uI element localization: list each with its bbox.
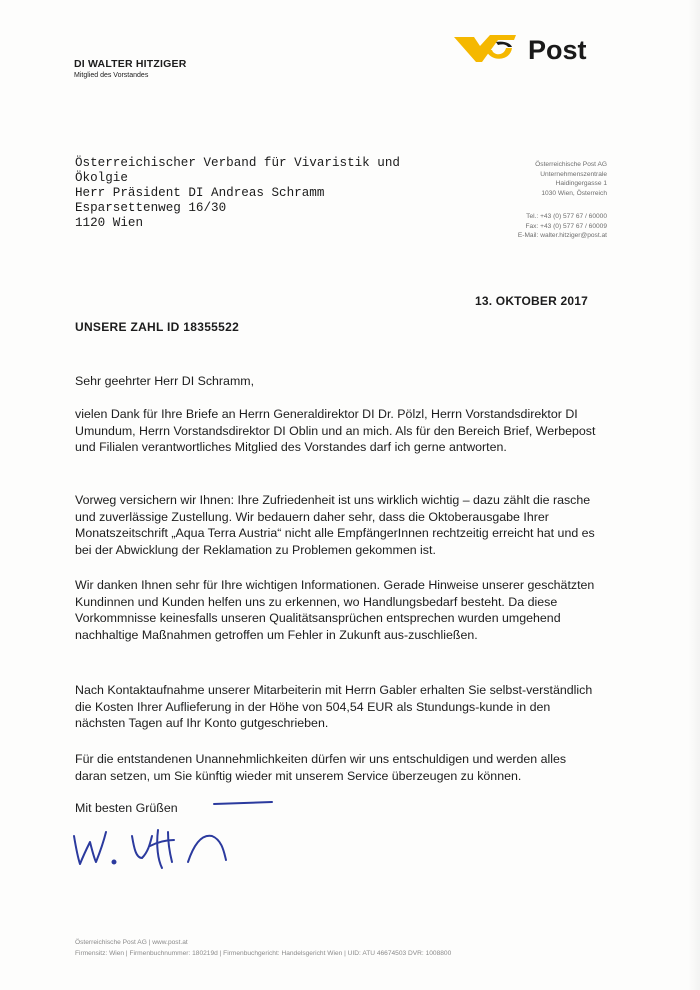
- letter-footer: [75, 937, 451, 959]
- letter-date: 13. OKTOBER 2017: [474, 294, 588, 308]
- recipient-line: 1120 Wien: [75, 216, 144, 230]
- sender-role: Mitglied des Vorstandes: [74, 72, 149, 79]
- footer-line: Firmensitz: Wien | Firmenbuchnummer: 180219d | Firmenbuchgericht: Handelsgericht Wien | UID: ATU 46674503 DVR: 1008800: [75, 950, 452, 957]
- contact-phone: Tel.: +43 (0) 577 67 / 60000: [526, 212, 607, 220]
- sender-contact-block: [518, 160, 607, 241]
- body-paragraph: Vorweg versichern wir Ihnen: Ihre Zufriedenheit ist uns wirklich wichtig – dazu zählt die rasche und zuverlässige Zustellung. Wir bedauern daher sehr, dass die Oktoberausgabe Ihrer Monatszeitschrift „Aqua Terra Austria“ nicht alle EmpfängerInnen rechtzeitig erreicht hat und es bei der Abwicklung der Reklamation zu Problemen gekommen ist.: [75, 493, 595, 557]
- recipient-line: Ökolgie: [75, 171, 128, 185]
- sender-name: DI WALTER HITZIGER: [74, 58, 187, 70]
- closing-phrase: Mit besten Grüßen: [75, 801, 178, 815]
- contact-company: Österreichische Post AG: [535, 161, 607, 168]
- recipient-line: Herr Präsident DI Andreas Schramm: [75, 186, 325, 200]
- body-paragraph: Wir danken Ihnen sehr für Ihre wichtigen Informationen. Gerade Hinweise unserer geschätzten Kundinnen und Kunden helfen uns zu erkennen, wo Handlungsbedarf besteht. Da diese Vorkommnisse keinesfalls unseren Qualitätsansprüchen entsprechen wurden umgehend nachhaltige Maßnahmen getroffen um Fehler in Zukunft aus-zuschließen.: [75, 578, 595, 642]
- contact-email: E-Mail: walter.hitziger@post.at: [517, 232, 607, 240]
- logo-wordmark: Post: [528, 35, 587, 65]
- recipient-line: Esparsettenweg 16/30: [75, 201, 227, 215]
- post-logo: [452, 32, 612, 72]
- post-horn-icon: [452, 32, 522, 72]
- recipient-line: Österreichischer Verband für Vivaristik und: [75, 156, 400, 170]
- sender-block: [74, 58, 186, 79]
- salutation: Sehr geehrter Herr DI Schramm,: [75, 374, 255, 388]
- paper-shadow: [688, 0, 700, 990]
- contact-fax: Fax: +43 (0) 577 67 / 60009: [525, 222, 607, 230]
- contact-city: 1030 Wien, Österreich: [541, 190, 607, 198]
- body-paragraph: vielen Dank für Ihre Briefe an Herrn Generaldirektor DI Dr. Pölzl, Herrn Vorstandsdirektor DI Umundum, Herrn Vorstandsdirektor DI Oblin und an mich. Als für den Bereich Brief, Werbepost und Filialen verantwortliches Mitglied des Vorstandes darf ich gerne antworten.: [75, 407, 596, 455]
- body-paragraph: Nach Kontaktaufnahme unserer Mitarbeiterin mit Herrn Gabler erhalten Sie selbst-verständlich die Kosten Ihrer Auflieferung in der Höhe von 504,54 EUR als Stundungs-kunde in den nächsten Tagen auf Ihr Konto gutgeschrieben.: [75, 683, 593, 731]
- contact-department: Unternehmenszentrale: [540, 170, 607, 178]
- handwritten-signature: [62, 796, 312, 876]
- contact-street: Haidingergasse 1: [555, 180, 607, 188]
- footer-line: Österreichische Post AG | www.post.at: [75, 939, 188, 946]
- body-paragraph: Für die entstandenen Unannehmlichkeiten dürfen wir uns entschuldigen und werden alles daran setzen, um Sie künftig wieder mit unserem Service überzeugen zu können.: [75, 752, 567, 783]
- recipient-address: [75, 156, 400, 231]
- reference-number: UNSERE ZAHL ID 18355522: [75, 320, 240, 334]
